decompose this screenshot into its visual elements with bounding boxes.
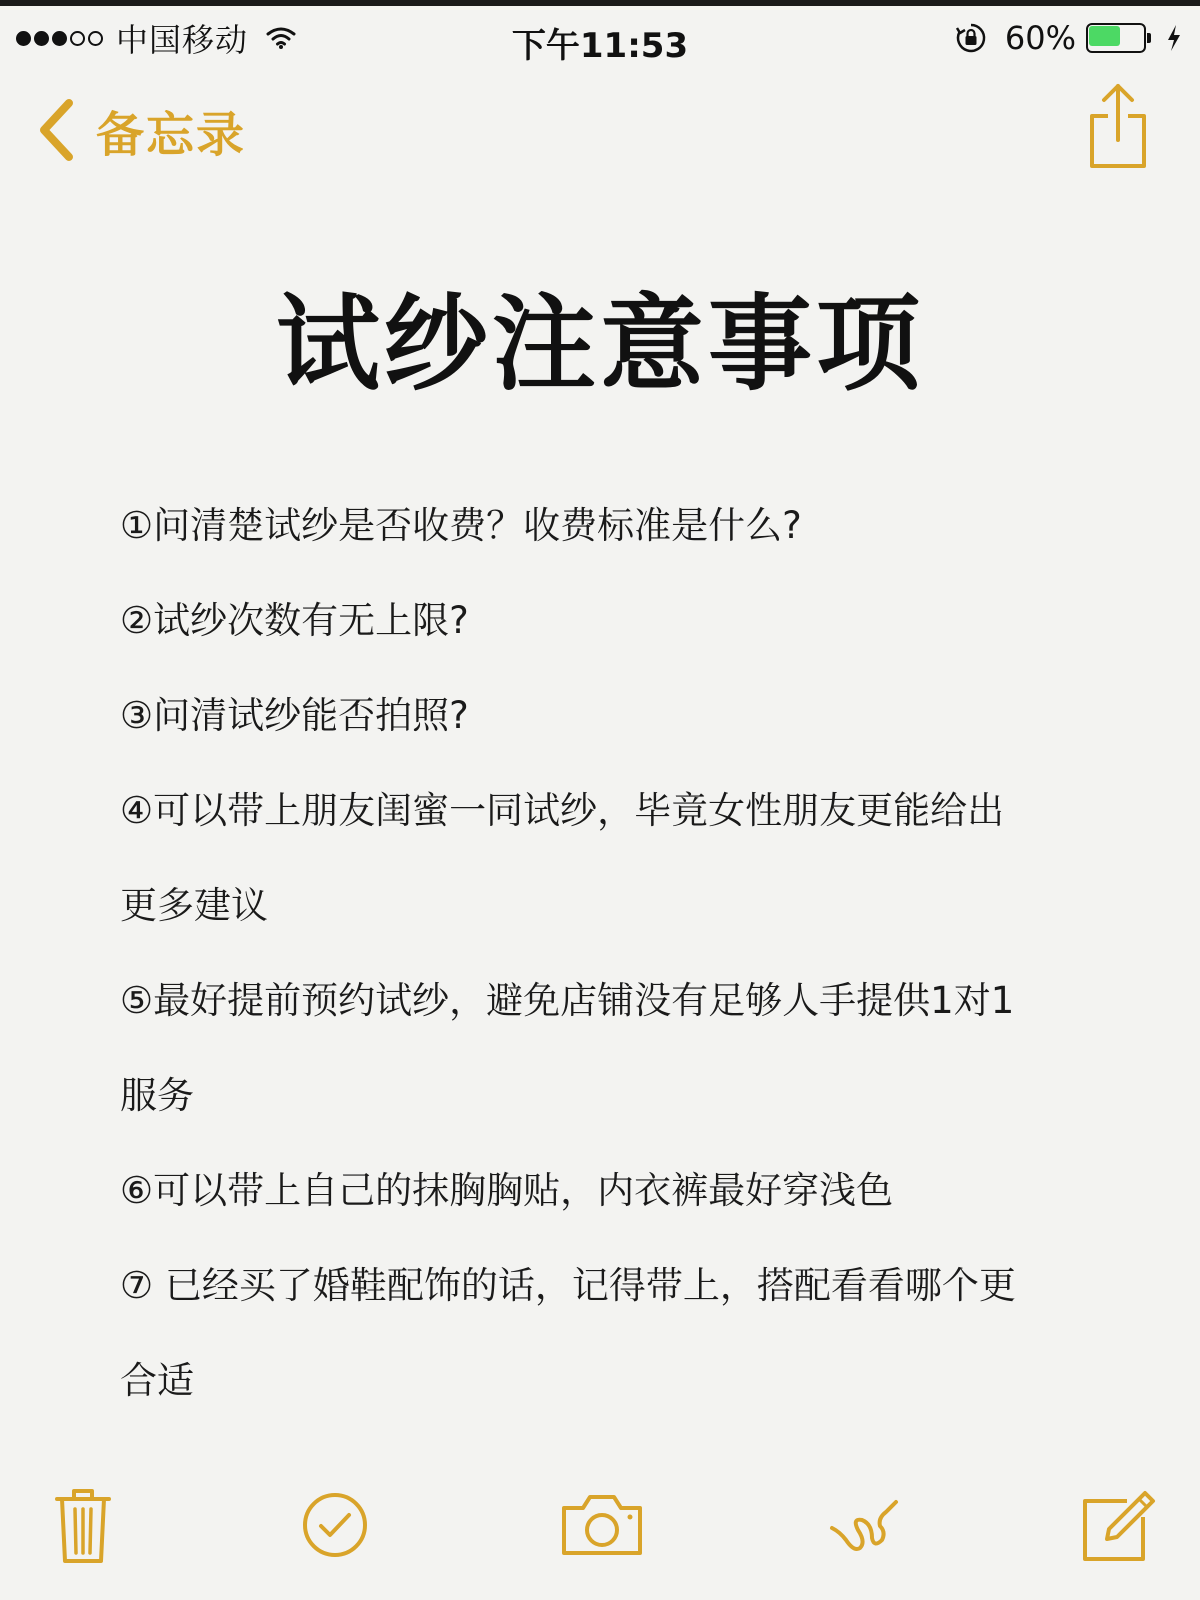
rotation-lock-icon xyxy=(955,22,987,54)
status-bar xyxy=(0,6,1200,68)
compose-button[interactable] xyxy=(1074,1480,1164,1570)
camera-button[interactable] xyxy=(552,1480,652,1570)
share-icon xyxy=(1088,82,1148,168)
note-line: ⑤最好提前预约试纱，避免店铺没有足够人手提供1对1 xyxy=(120,979,1015,1022)
checklist-button[interactable] xyxy=(290,1480,380,1570)
delete-button[interactable] xyxy=(38,1480,128,1570)
note-body[interactable] xyxy=(120,478,1100,1428)
bottom-toolbar xyxy=(0,1470,1200,1580)
camera-icon xyxy=(559,1492,645,1558)
back-button[interactable] xyxy=(36,90,246,170)
note-line: ⑦ 已经买了婚鞋配饰的话，记得带上，搭配看看哪个更 xyxy=(120,1264,1016,1307)
sketch-icon xyxy=(828,1488,902,1562)
note-line: ③问清试纱能否拍照? xyxy=(120,694,469,737)
battery-fill xyxy=(1089,26,1120,46)
carrier-name: 中国移动 xyxy=(116,21,249,59)
note-line: ⑥可以带上自己的抹胸胸贴，内衣裤最好穿浅色 xyxy=(120,1169,894,1212)
charging-bolt-icon xyxy=(1166,24,1182,52)
compose-icon xyxy=(1081,1487,1157,1563)
note-line: ④可以带上朋友闺蜜一同试纱，毕竟女性朋友更能给出 xyxy=(120,789,1005,832)
battery-tip xyxy=(1147,33,1151,43)
share-button[interactable] xyxy=(1088,82,1148,168)
note-line: ②试纱次数有无上限? xyxy=(120,599,469,642)
note-line: 服务 xyxy=(120,1074,194,1117)
note-title: 试纱注意事项 xyxy=(275,283,924,405)
status-time: 下午11:53 xyxy=(511,26,689,66)
sketch-button[interactable] xyxy=(820,1480,910,1570)
nav-bar xyxy=(0,70,1200,190)
trash-icon xyxy=(53,1485,113,1565)
battery-icon xyxy=(1086,23,1156,53)
note-line: 合适 xyxy=(120,1359,194,1402)
note-line: 更多建议 xyxy=(120,884,268,927)
back-label: 备忘录 xyxy=(96,106,247,163)
checklist-icon xyxy=(301,1491,369,1559)
battery-percentage: 60% xyxy=(1004,19,1076,57)
status-right xyxy=(955,16,1182,60)
note-line: ①问清楚试纱是否收费？收费标准是什么? xyxy=(120,504,802,547)
chevron-left-icon xyxy=(36,97,76,163)
